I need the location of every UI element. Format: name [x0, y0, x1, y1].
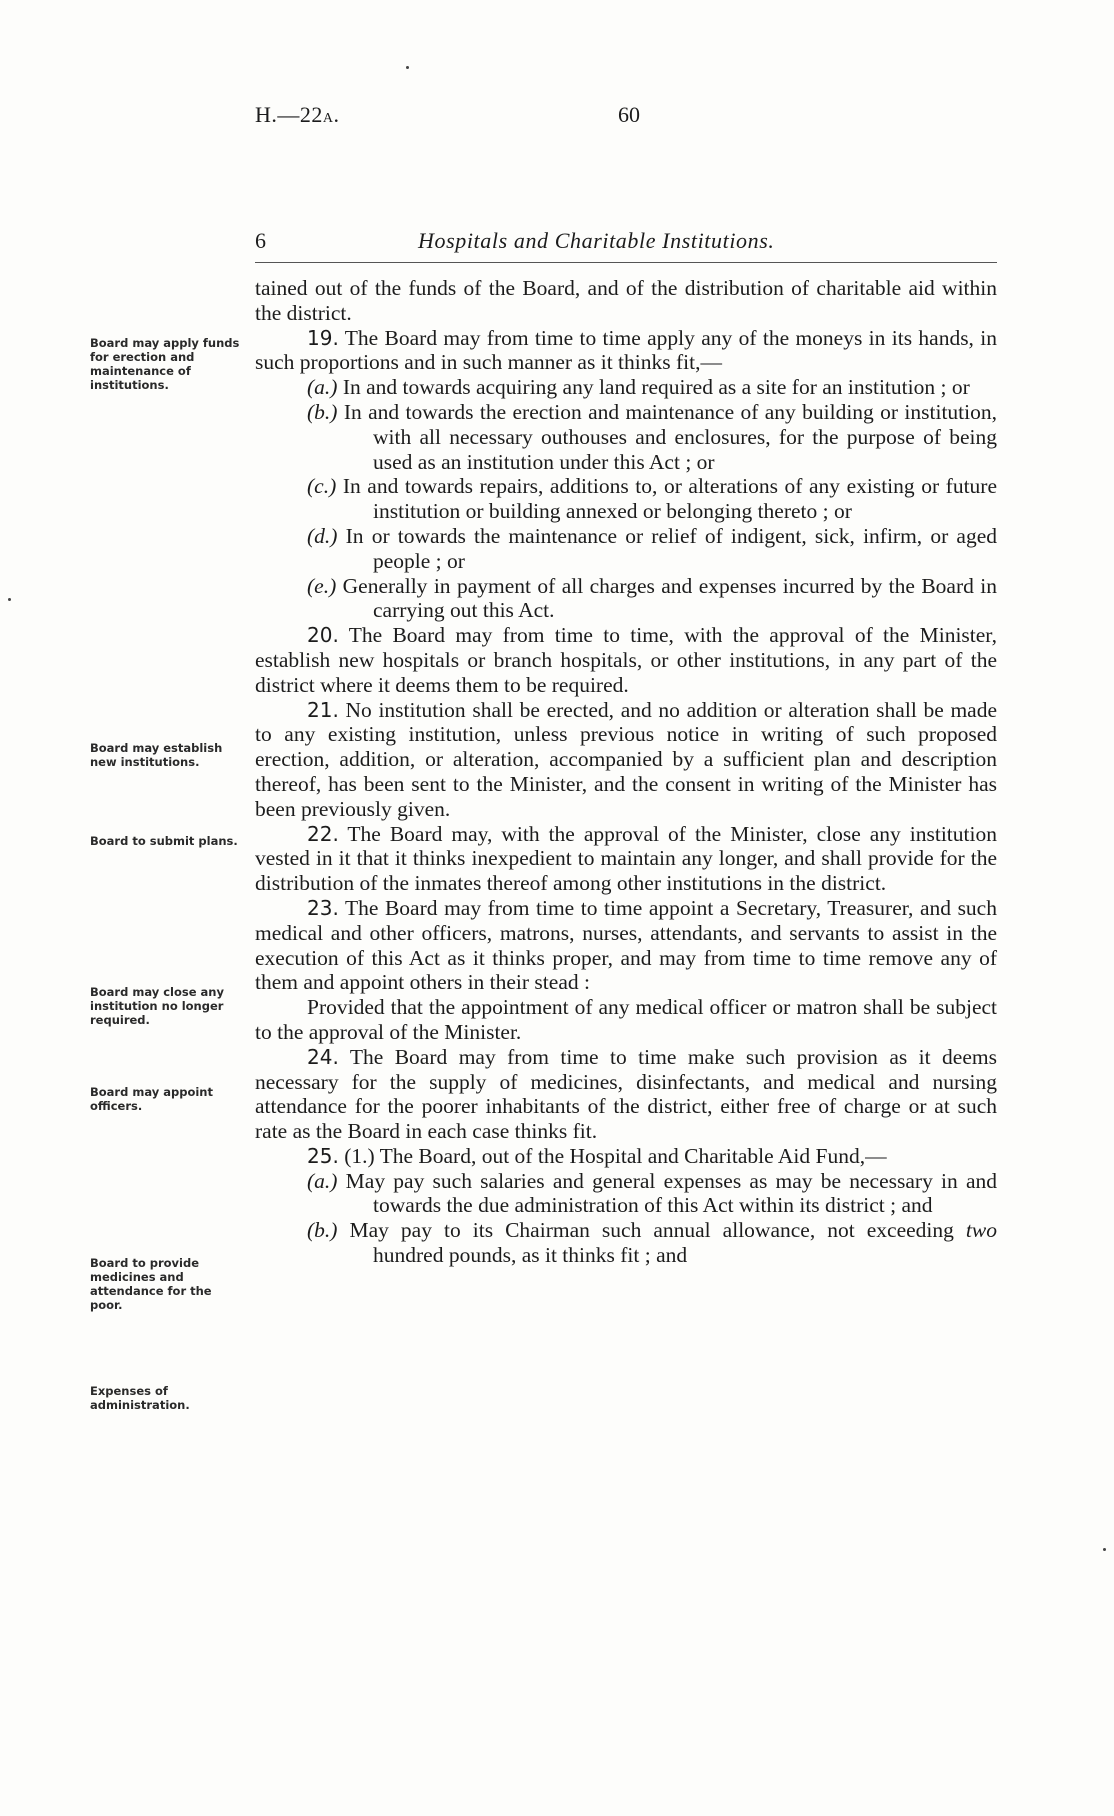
section-number: 19.: [307, 325, 339, 350]
section-22: 22. The Board may, with the approval of the Minister, close any institution vested in it that it thinks inexpedient to maintain any longer, and shall provide for the distribution of the inmates thereof among other institutions in the district.: [255, 821, 997, 896]
margin-note: Board to submit plans.: [90, 834, 238, 848]
print-speck: [1103, 1548, 1106, 1551]
list-item: (c.) In and towards repairs, additions to, or alterations of any existing or future institution or building annexed or belonging thereto ; or: [307, 474, 998, 524]
margin-note: Board may close any institution no longer required.: [90, 985, 224, 1027]
section-24: 24. The Board may from time to time make such provision as it deems necessary for the supply of medicines, disinfectants, and medical and nursing attendance for the poorer inhabitants of the district, either free of charge or at such rate as the Board in each case thinks fit.: [255, 1044, 997, 1144]
section-number: 21.: [307, 697, 339, 722]
section-20: 20. The Board may from time to time, with the approval of the Minister, establish new hospitals or branch hospitals, or other institutions, in any part of the district where it deems them to be required.: [255, 623, 997, 697]
act-page-number: 6: [255, 228, 266, 253]
list-item: (a.) May pay such salaries and general expenses as may be necessary in and towards the due administration of this Act within its district ; and: [307, 1168, 998, 1218]
section-23: 23. The Board may from time to time appoint a Secretary, Treasurer, and such medical and other officers, matrons, nurses, attendants, and servants to assist in the execution of this Act as it thinks proper, and may from time to time remove any of them and appoint others in their stead :: [255, 895, 997, 995]
section-number: 24.: [307, 1044, 339, 1069]
document-body: [255, 276, 997, 1268]
print-speck: [8, 598, 11, 601]
list-item: (b.) May pay to its Chairman such annual allowance, not exceeding two hundred pounds, as it thinks fit ; and: [307, 1218, 997, 1268]
section-number: 23.: [307, 895, 339, 920]
volume-page-number: 60: [618, 102, 640, 127]
margin-note: Board may apply funds for erection and maintenance of institutions.: [90, 336, 240, 392]
section-number: 25.: [307, 1143, 339, 1168]
document-reference: H.—22A.: [255, 102, 340, 127]
header-rule: [255, 262, 997, 263]
margin-note: Expenses of administration.: [90, 1384, 190, 1412]
margin-note: Board to provide medicines and attendance for the poor.: [90, 1256, 212, 1312]
list-item: (e.) Generally in payment of all charges and expenses incurred by the Board in carrying out this Act.: [307, 573, 997, 623]
list-item: (a.) In and towards acquiring any land required as a site for an institution ; or: [307, 375, 970, 400]
print-speck: [406, 66, 409, 69]
section-21: 21. No institution shall be erected, and no addition or alteration shall be made to any existing institution, unless previous notice in writing of such proposed erection, addition, or alteration, accompanied by a sufficient plan and description thereof, has been sent to the Minister, and the consent in writing of the Minister has been previously given.: [255, 697, 998, 821]
list-item: (b.) In and towards the erection and maintenance of any building or institution, with all necessary outhouses and enclosures, for the purpose of being used as an institution under this Act ; or: [307, 399, 997, 474]
proviso: Provided that the appointment of any medical officer or matron shall be subject to the approval of the Minister.: [255, 995, 997, 1044]
section-25: 25. (1.) The Board, out of the Hospital and Charitable Aid Fund,—: [307, 1143, 887, 1168]
margin-note: Board may appoint officers.: [90, 1085, 213, 1113]
margin-note: Board may establish new institutions.: [90, 741, 223, 769]
continued-paragraph: tained out of the funds of the Board, and of the distribution of charitable aid within the district.: [255, 276, 997, 325]
list-item: (d.) In or towards the maintenance or relief of indigent, sick, infirm, or aged people ; or: [307, 523, 998, 573]
section-19: 19. The Board may from time to time apply any of the moneys in its hands, in such proportions and in such manner as it thinks fit,—: [255, 325, 997, 375]
section-number: 20.: [307, 623, 339, 648]
section-number: 22.: [307, 821, 339, 846]
running-title: Hospitals and Charitable Institutions.: [418, 228, 775, 253]
